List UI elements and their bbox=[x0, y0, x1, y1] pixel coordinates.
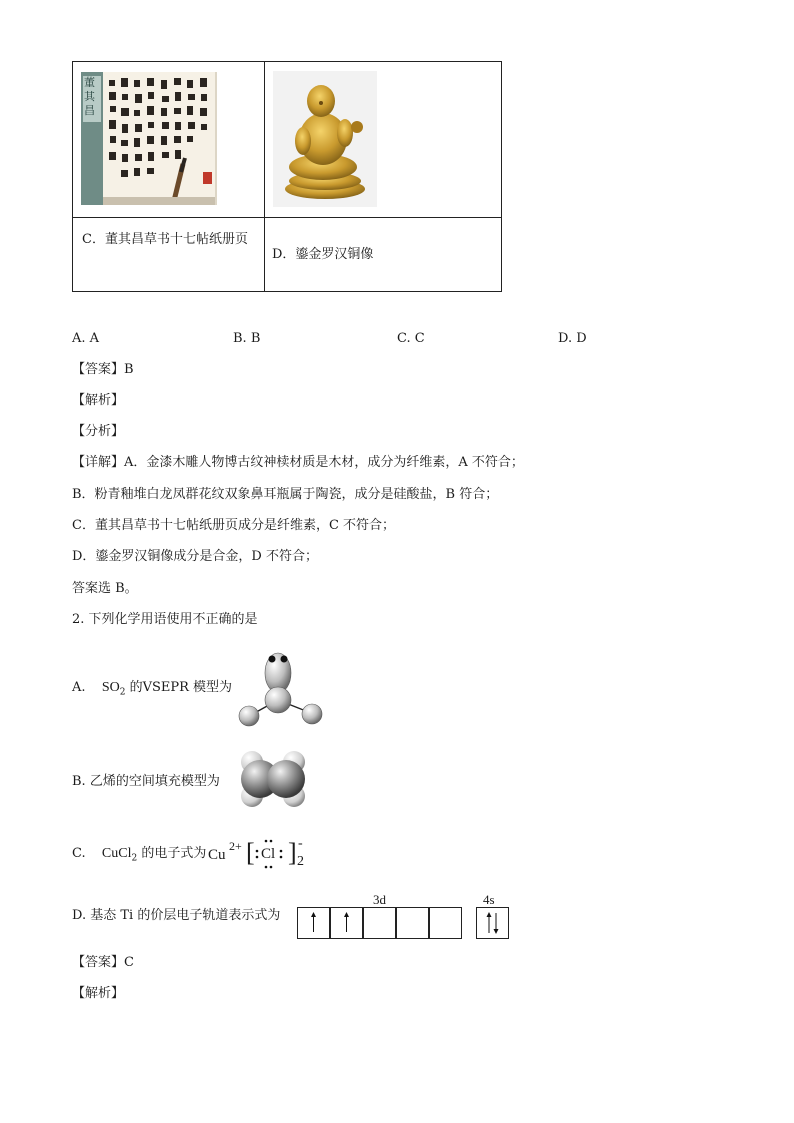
so2-formula: SO bbox=[101, 680, 120, 695]
gilt-bronze-arhat-statue-image bbox=[273, 71, 377, 207]
option-c-text: 的电子式为 bbox=[141, 846, 207, 861]
cucl2-subscript: 2 bbox=[131, 853, 138, 864]
ethylene-space-filling-model-icon bbox=[230, 750, 316, 808]
orbital-3d-box-1 bbox=[297, 907, 330, 939]
option-c-letter: C. bbox=[72, 846, 86, 861]
cu-cation: Cu bbox=[208, 847, 226, 863]
paired-spin-arrows-icon bbox=[477, 908, 508, 938]
left-bracket: [ bbox=[246, 838, 255, 867]
option-c-label: C．董其昌草书十七帖纸册页 bbox=[82, 232, 248, 247]
q1-detail-line-c: C．董其昌草书十七帖纸册页成分是纤维素，C 不符合； bbox=[72, 518, 396, 533]
choice-a: A. A bbox=[72, 331, 100, 346]
calligraphy-title: 董其昌 bbox=[84, 76, 95, 117]
q2-option-d: D. 基态 Ti 的价层电子轨道表示式为 bbox=[72, 908, 281, 923]
cucl2-formula: CuCl bbox=[101, 846, 132, 861]
cu-charge: 2+ bbox=[229, 839, 242, 853]
spin-up-arrow-icon bbox=[298, 908, 329, 938]
option-a-text: 的VSEPR 模型为 bbox=[129, 680, 233, 695]
q1-answer: 【答案】B bbox=[72, 362, 134, 377]
orbital-3d-box-3 bbox=[363, 907, 396, 939]
cl-coefficient: 2 bbox=[297, 854, 304, 869]
options-table bbox=[72, 61, 502, 292]
q2-option-b: B. 乙烯的空间填充模型为 bbox=[72, 774, 220, 789]
choice-c: C. C bbox=[397, 331, 425, 346]
q1-fenxi-heading: 【分析】 bbox=[72, 424, 125, 439]
option-d-label: D．鎏金罗汉铜像 bbox=[272, 247, 374, 262]
choice-d: D. D bbox=[558, 331, 587, 346]
cucl2-electron-formula bbox=[208, 836, 308, 872]
right-bracket: ] bbox=[288, 838, 297, 867]
table-divider-vertical bbox=[264, 62, 265, 291]
calligraphy-book-image bbox=[81, 72, 217, 205]
spin-up-arrow-icon bbox=[331, 908, 362, 938]
orbital-3d-box-2 bbox=[330, 907, 363, 939]
orbital-3d-box-4 bbox=[396, 907, 429, 939]
q2-answer: 【答案】C bbox=[72, 955, 134, 970]
option-a-letter: A. bbox=[72, 680, 86, 695]
q1-analysis-heading: 【解析】 bbox=[72, 393, 125, 408]
q1-detail-line-d: D．鎏金罗汉铜像成分是合金，D 不符合； bbox=[72, 549, 318, 564]
q2-option-a bbox=[72, 681, 232, 698]
orbital-3d-box-5 bbox=[429, 907, 462, 939]
label-4s: 4s bbox=[483, 892, 495, 907]
so2-subscript: 2 bbox=[119, 687, 126, 698]
q2-stem: 2. 下列化学用语使用不正确的是 bbox=[72, 612, 258, 627]
cl-charge: - bbox=[298, 836, 303, 851]
q2-option-c bbox=[72, 847, 206, 864]
cl-anion: Cl bbox=[261, 846, 276, 862]
orbital-3d-group bbox=[297, 907, 464, 939]
table-divider-horizontal bbox=[73, 217, 501, 218]
orbital-4s-box bbox=[476, 907, 509, 939]
q1-conclusion: 答案选 B。 bbox=[72, 581, 138, 596]
q1-detail-line-b: B．粉青釉堆白龙凤群花纹双象鼻耳瓶属于陶瓷，成分是硅酸盐，B 符合； bbox=[72, 487, 499, 502]
label-3d: 3d bbox=[373, 892, 386, 907]
choice-b: B. B bbox=[233, 331, 261, 346]
q2-analysis-heading: 【解析】 bbox=[72, 986, 125, 1001]
q1-detail-line-a: 【详解】A．金漆木雕人物博古纹神椟材质是木材，成分为纤维素，A 不符合； bbox=[72, 455, 524, 470]
so2-vsepr-model-icon bbox=[236, 645, 326, 727]
